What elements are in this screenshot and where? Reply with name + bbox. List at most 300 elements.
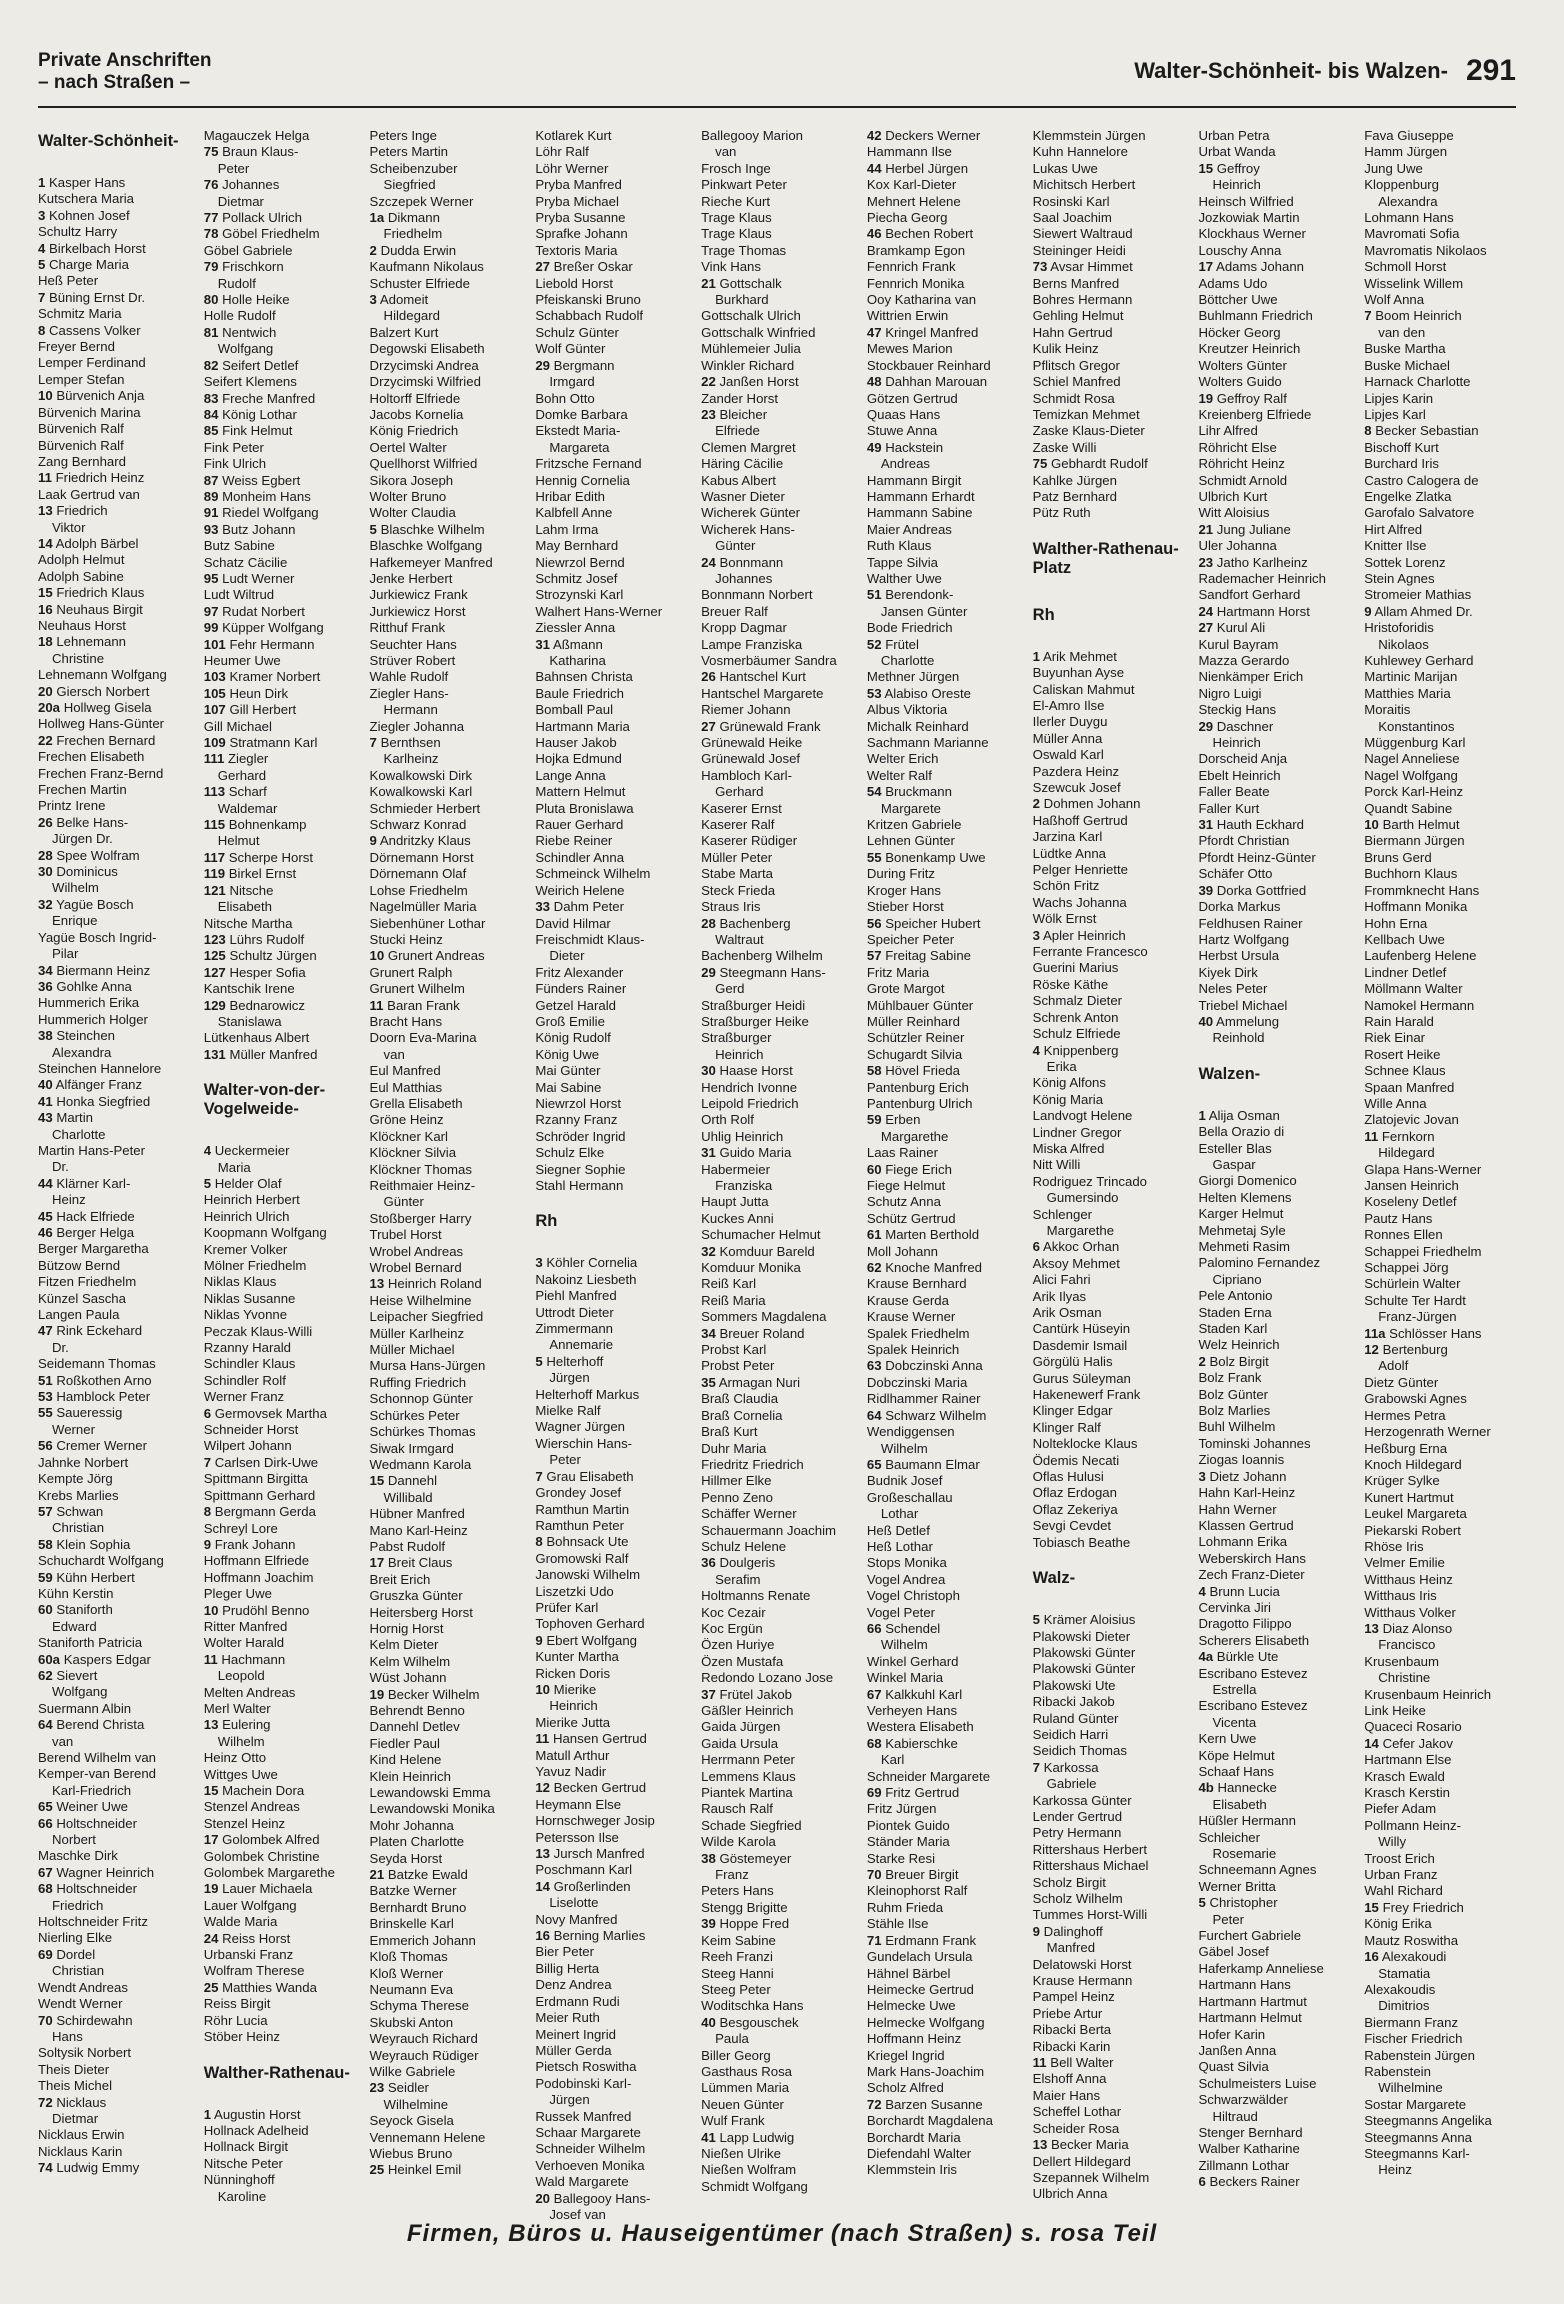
resident-name: Schade Siegfried [701, 1817, 802, 1833]
resident-name: van den [1378, 324, 1426, 340]
resident-name: Machein Dora [222, 1783, 305, 1798]
resident-name: Wilde Karola [701, 1834, 776, 1850]
resident-entry [370, 1276, 524, 1292]
entry-continuation [1364, 1358, 1518, 1374]
resident-entry [204, 571, 358, 587]
resident-entry [701, 440, 855, 456]
resident-name: Kroger Hans [866, 882, 941, 898]
resident-name: Heinz [52, 1192, 86, 1208]
resident-name: Becker Sebastian [1375, 423, 1479, 439]
house-number: 71 [866, 1932, 882, 1948]
resident-name: Cremer Werner [56, 1438, 147, 1454]
resident-name: Herbst Ursula [1198, 948, 1280, 964]
resident-name: Reeh Franzi [701, 1949, 773, 1965]
entry-continuation [535, 1698, 689, 1714]
entry-continuation [701, 784, 855, 800]
resident-name: Dorka Gottfried [1216, 882, 1307, 898]
resident-name: Bleicher [719, 406, 768, 422]
resident-name: Serafim [715, 1571, 761, 1587]
resident-entry [535, 1288, 689, 1304]
resident-entry [370, 620, 524, 636]
resident-entry [1198, 1698, 1352, 1714]
resident-name: Frechen Martin [38, 782, 127, 798]
resident-entry [867, 932, 1021, 948]
resident-entry [867, 850, 1021, 866]
resident-entry [370, 1030, 524, 1046]
resident-name: Charlotte [52, 1126, 106, 1142]
entry-continuation [1364, 1670, 1518, 1686]
resident-entry [204, 1619, 358, 1635]
resident-entry [1198, 1485, 1352, 1501]
resident-entry [1364, 1293, 1518, 1309]
resident-name: Lüdtke Anna [1032, 845, 1106, 861]
resident-name: Erdmann Rudi [535, 1993, 620, 2009]
resident-name: Seyda Horst [369, 1850, 443, 1866]
resident-name: Stenger Bernhard [1198, 2124, 1303, 2140]
resident-entry [204, 1685, 358, 1701]
resident-name: Nentwich [222, 324, 277, 340]
resident-entry [38, 2160, 192, 2176]
resident-name: Wolters Günter [1198, 357, 1287, 373]
resident-entry [1033, 1535, 1187, 1551]
resident-name: Methner Jürgen [866, 669, 960, 685]
house-number: 20a [38, 700, 61, 715]
resident-name: Bürvenich Ralf [38, 421, 124, 437]
resident-entry [1198, 2027, 1352, 2043]
resident-name: Namokel Hermann [1364, 997, 1475, 1013]
resident-entry [370, 522, 524, 538]
resident-entry [701, 1391, 855, 1407]
resident-entry [204, 1504, 358, 1520]
resident-name: Diaz Alonso [1382, 1620, 1453, 1636]
resident-entry [535, 407, 689, 423]
resident-entry [204, 292, 358, 308]
resident-name: Szczepek Werner [369, 193, 474, 209]
resident-name: Helmecke Wolfgang [866, 2014, 985, 2030]
resident-entry [38, 1176, 192, 1192]
resident-name: Bednarowicz [229, 997, 305, 1013]
resident-entry [701, 1555, 855, 1571]
resident-entry [204, 1570, 358, 1586]
house-number: 10 [369, 948, 385, 964]
resident-entry [1198, 1780, 1352, 1796]
spacer [204, 2046, 358, 2060]
resident-name: Neuhaus Horst [38, 617, 126, 633]
resident-name: Klärner Karl- [56, 1175, 131, 1191]
spacer [38, 161, 192, 175]
resident-name: Christine [52, 650, 105, 666]
resident-name: Heß Lothar [866, 1538, 933, 1554]
resident-entry [204, 1947, 358, 1963]
resident-name: Klein Sophia [56, 1536, 131, 1552]
resident-entry [370, 1900, 524, 1916]
resident-entry [1198, 2059, 1352, 2075]
resident-entry [38, 766, 192, 782]
resident-name: Jung Juliane [1216, 521, 1291, 537]
resident-name: Herbel Jürgen [885, 160, 969, 176]
resident-name: Sommers Magdalena [701, 1309, 827, 1325]
resident-name: Adomeit [379, 292, 429, 308]
house-number: 25 [369, 2162, 385, 2178]
directory-column [204, 128, 358, 2223]
resident-entry [1198, 2141, 1352, 2157]
resident-entry [535, 177, 689, 193]
resident-entry [204, 2139, 358, 2155]
resident-name: Geffroy Ralf [1216, 390, 1287, 406]
resident-entry [867, 1112, 1021, 1128]
resident-entry [38, 848, 192, 864]
resident-name: Schendel [885, 1620, 941, 1636]
resident-entry [701, 374, 855, 390]
house-number: 44 [866, 160, 882, 176]
resident-name: Soltysik Norbert [38, 2045, 132, 2061]
resident-name: Diefendahl Walter [866, 2145, 972, 2161]
resident-entry [1198, 981, 1352, 997]
house-number: 56 [38, 1438, 53, 1454]
resident-entry [1198, 505, 1352, 521]
resident-name: Steckig Hans [1198, 702, 1277, 718]
resident-entry [1198, 341, 1352, 357]
resident-entry [701, 1637, 855, 1653]
resident-name: Ebelt Heinrich [1198, 767, 1281, 783]
resident-name: Mai Günter [535, 1063, 601, 1079]
directory-columns [38, 128, 1518, 2222]
resident-entry [370, 669, 524, 685]
resident-entry [867, 1194, 1021, 1210]
resident-entry [1033, 1387, 1187, 1403]
resident-entry [701, 456, 855, 472]
resident-name: Zlatojevic Jovan [1364, 1112, 1459, 1128]
resident-name: Matthies Maria [1364, 685, 1451, 701]
resident-name: Knitter Ilse [1364, 538, 1427, 554]
resident-entry [204, 1373, 358, 1389]
resident-entry [1364, 1933, 1518, 1949]
resident-name: Bolz Marlies [1198, 1403, 1271, 1419]
resident-name: Patz Bernhard [1032, 488, 1117, 504]
resident-name: Urban Petra [1198, 128, 1270, 143]
resident-name: Hohn Erna [1364, 915, 1428, 931]
resident-entry [1033, 829, 1187, 845]
resident-entry [204, 719, 358, 735]
resident-entry [370, 341, 524, 357]
resident-entry [535, 1129, 689, 1145]
entry-continuation [867, 1129, 1021, 1145]
resident-entry [38, 552, 192, 568]
resident-entry [38, 503, 192, 519]
resident-name: Uttrodt Dieter [535, 1304, 614, 1320]
house-number: 65 [866, 1456, 882, 1472]
resident-entry [1198, 1239, 1352, 1255]
resident-name: Krause Gerda [866, 1292, 949, 1308]
house-number: 60 [866, 1161, 882, 1177]
resident-name: Wilhelmine [383, 2096, 449, 2112]
resident-name: Delatowski Horst [1032, 1956, 1132, 1972]
resident-name: Scheffel Lothar [1032, 2104, 1122, 2120]
resident-name: Bernhardt Bruno [369, 1899, 467, 1915]
resident-name: Dietmar [217, 193, 264, 209]
house-number: 17 [1198, 259, 1214, 275]
resident-entry [370, 1605, 524, 1621]
resident-name: Merl Walter [203, 1700, 271, 1716]
resident-name: Jürgen Dr. [52, 831, 113, 847]
resident-name: Hofer Karin [1198, 2026, 1266, 2042]
resident-name: Elisabeth [217, 899, 273, 915]
resident-entry [38, 1504, 192, 1520]
resident-entry [38, 1848, 192, 1864]
house-number: 16 [535, 1928, 550, 1944]
resident-entry [370, 1080, 524, 1096]
resident-name: Schürlein Walter [1364, 1276, 1461, 1292]
resident-entry [701, 1030, 855, 1046]
resident-name: Fiege Helmut [866, 1178, 946, 1193]
resident-entry [1033, 813, 1187, 829]
resident-name: Lapp Ludwig [719, 2129, 795, 2145]
house-number: 61 [866, 1227, 882, 1243]
resident-name: Adolph Bärbel [55, 535, 139, 551]
resident-name: Schwarz Konrad [369, 817, 467, 833]
resident-entry [1033, 210, 1187, 226]
resident-name: Dannehl [387, 1473, 438, 1489]
resident-name: Braß Kurt [701, 1424, 758, 1440]
resident-entry [38, 979, 192, 995]
resident-name: Röhricht Else [1198, 439, 1277, 455]
resident-entry [867, 784, 1021, 800]
resident-name: Holtschneider [56, 1881, 137, 1897]
resident-entry [1198, 1223, 1352, 1239]
house-number: 40 [1198, 1013, 1214, 1029]
resident-entry [204, 932, 358, 948]
resident-name: Friedrich [56, 503, 108, 519]
resident-entry [1033, 144, 1187, 160]
resident-name: Grote Margot [866, 981, 945, 997]
house-number: 31 [1198, 817, 1214, 833]
resident-entry [204, 2107, 358, 2123]
resident-entry [204, 1406, 358, 1422]
resident-name: Pietsch Roswitha [535, 2059, 637, 2075]
resident-name: Pflitsch Gregor [1032, 357, 1120, 373]
entry-continuation [1198, 1912, 1352, 1928]
entry-continuation [38, 1734, 192, 1750]
resident-entry [370, 932, 524, 948]
resident-entry [1364, 243, 1518, 259]
resident-name: Witthaus Heinz [1364, 1571, 1453, 1587]
resident-name: Gerd [715, 981, 745, 997]
house-number: 23 [701, 406, 716, 422]
resident-name: Aßmann [552, 636, 603, 652]
resident-entry [38, 306, 192, 322]
resident-name: Friedhelm [383, 226, 443, 242]
house-number: 83 [203, 390, 219, 406]
resident-name: Spaan Manfred [1364, 1079, 1455, 1095]
resident-entry [1033, 194, 1187, 210]
resident-entry [1364, 1227, 1518, 1243]
resident-entry [370, 1260, 524, 1276]
house-number: 125 [203, 948, 226, 964]
resident-name: Kutschera Maria [38, 191, 135, 207]
resident-entry [867, 768, 1021, 784]
resident-entry [370, 407, 524, 423]
resident-name: Lauer Wolfgang [203, 1897, 297, 1913]
resident-entry [1364, 817, 1518, 833]
resident-entry [370, 784, 524, 800]
resident-name: Staniforth [56, 1602, 113, 1618]
entry-continuation [204, 768, 358, 784]
resident-entry [1364, 177, 1518, 193]
resident-name: Laas Rainer [866, 1145, 938, 1161]
resident-entry [38, 1586, 192, 1602]
resident-name: Heymann Else [535, 1796, 622, 1812]
resident-entry [204, 144, 358, 160]
resident-name: Wendt Werner [38, 1996, 123, 2012]
resident-name: Wolter Harald [203, 1635, 285, 1651]
resident-entry [1364, 1572, 1518, 1588]
house-number: 46 [866, 226, 882, 242]
resident-name: Meinert Ingrid [535, 2026, 616, 2042]
resident-name: Lütkenhaus Albert [203, 1030, 310, 1046]
resident-name: Schindler Rolf [203, 1372, 286, 1388]
resident-name: Schaar Margarete [535, 2124, 641, 2140]
resident-name: Seifert Detlef [222, 357, 299, 373]
resident-entry [867, 1276, 1021, 1292]
resident-name: Witthaus Iris [1364, 1588, 1437, 1604]
resident-name: Skubski Anton [369, 2014, 454, 2030]
resident-entry [1033, 1108, 1187, 1124]
entry-continuation [204, 276, 358, 292]
resident-name: Göbel Friedhelm [222, 226, 320, 242]
resident-entry [1198, 571, 1352, 587]
resident-entry [1364, 2146, 1518, 2162]
resident-entry [535, 1633, 689, 1649]
resident-entry [1033, 698, 1187, 714]
resident-name: Garofalo Salvatore [1364, 505, 1475, 521]
resident-entry [867, 866, 1021, 882]
resident-name: Nicklaus [56, 2094, 107, 2110]
resident-entry [1198, 850, 1352, 866]
resident-name: Freyer Bernd [38, 339, 115, 355]
resident-name: Jenke Herbert [369, 570, 453, 586]
resident-name: Leukel Margareta [1364, 1506, 1467, 1522]
resident-name: Berend Wilhelm van [38, 1750, 157, 1765]
resident-entry [1364, 686, 1518, 702]
street-heading: Walter-Schönheit- [38, 132, 179, 150]
resident-name: Stenzel Andreas [203, 1799, 300, 1815]
resident-name: Hantschel Margarete [701, 685, 824, 701]
resident-entry [1364, 259, 1518, 275]
resident-name: Hakenewerf Frank [1032, 1387, 1141, 1403]
resident-entry [701, 522, 855, 538]
resident-entry [370, 2080, 524, 2096]
resident-name: Heinrich [549, 1698, 598, 1714]
resident-name: Escribano Estevez [1198, 1698, 1308, 1714]
resident-name: Hornig Horst [369, 1620, 444, 1636]
resident-name: Walber Katharine [1198, 2141, 1300, 2157]
resident-name: Verhoeven Monika [535, 2157, 645, 2173]
resident-entry [38, 1143, 192, 1159]
entry-continuation [701, 981, 855, 997]
resident-name: Birkelbach Horst [49, 240, 146, 256]
resident-entry [204, 817, 358, 833]
house-number: 2 [1198, 1353, 1206, 1369]
resident-name: Wille Anna [1364, 1095, 1427, 1111]
house-number: 17 [369, 1555, 385, 1571]
resident-name: Biermann Heinz [56, 962, 151, 978]
resident-name: Marten Berthold [885, 1227, 980, 1243]
resident-entry [204, 604, 358, 620]
resident-entry [204, 1192, 358, 1208]
resident-name: Ziegler Hans- [369, 685, 449, 701]
resident-name: Schneider Horst [203, 1422, 299, 1438]
resident-name: Gäßler Heinrich [701, 1703, 794, 1718]
house-number: 51 [38, 1372, 53, 1388]
resident-name: Priebe Artur [1032, 2005, 1103, 2021]
resident-entry [1198, 423, 1352, 439]
resident-entry [701, 2162, 855, 2178]
resident-entry [1033, 505, 1187, 521]
resident-entry [38, 191, 192, 207]
resident-entry [1033, 1272, 1187, 1288]
resident-name: Stoßberger Harry [369, 1210, 472, 1226]
resident-name: Lindner Gregor [1032, 1124, 1122, 1140]
house-number: 70 [38, 2012, 53, 2028]
resident-entry [701, 719, 855, 735]
resident-entry [204, 948, 358, 964]
resident-name: Steinchen [56, 1028, 115, 1044]
resident-entry [867, 965, 1021, 981]
resident-name: Neles Peter [1198, 981, 1268, 997]
resident-name: Staden Erna [1198, 1304, 1272, 1320]
resident-entry [867, 210, 1021, 226]
entry-continuation [1364, 1637, 1518, 1653]
resident-name: Gerhard [217, 767, 267, 783]
resident-name: Gohlke Anna [56, 978, 132, 994]
resident-name: Frey Friedrich [1382, 1899, 1464, 1915]
house-number: 29 [535, 357, 550, 373]
resident-name: Kasper Hans [49, 175, 126, 190]
resident-entry [204, 128, 358, 144]
resident-entry [1198, 1666, 1352, 1682]
resident-entry [204, 210, 358, 226]
resident-name: Piecha Georg [866, 210, 948, 226]
house-number: 75 [203, 144, 219, 160]
resident-entry [701, 1457, 855, 1473]
resident-name: Weiner Uwe [56, 1799, 128, 1815]
resident-name: Weyrauch Richard [369, 2031, 478, 2047]
directory-column [1364, 128, 1518, 2223]
resident-entry [701, 1654, 855, 1670]
resident-entry [867, 2162, 1021, 2178]
resident-entry [1364, 1047, 1518, 1063]
resident-name: Gottschalk Winfried [701, 324, 816, 340]
resident-entry [867, 1063, 1021, 1079]
resident-name: Schultz Harry [38, 224, 118, 240]
resident-name: Winkel Maria [866, 1670, 944, 1686]
directory-column [38, 128, 192, 2223]
house-number: 131 [203, 1046, 226, 1062]
resident-name: Hammann Sabine [866, 505, 973, 521]
resident-name: Arik Osman [1032, 1305, 1102, 1320]
entry-continuation [1364, 1834, 1518, 1850]
resident-name: Golombek Alfred [222, 1832, 320, 1848]
resident-entry [1033, 1157, 1187, 1173]
resident-name: Erdmann Frank [885, 1932, 977, 1948]
resident-name: Doorn Eva-Marina [369, 1030, 477, 1046]
resident-entry [535, 1748, 689, 1764]
resident-entry [701, 1227, 855, 1243]
resident-name: Lipjes Karl [1364, 406, 1426, 422]
resident-entry [1033, 1338, 1187, 1354]
resident-name: Scholz Birgit [1032, 1874, 1106, 1890]
resident-entry [1364, 669, 1518, 685]
